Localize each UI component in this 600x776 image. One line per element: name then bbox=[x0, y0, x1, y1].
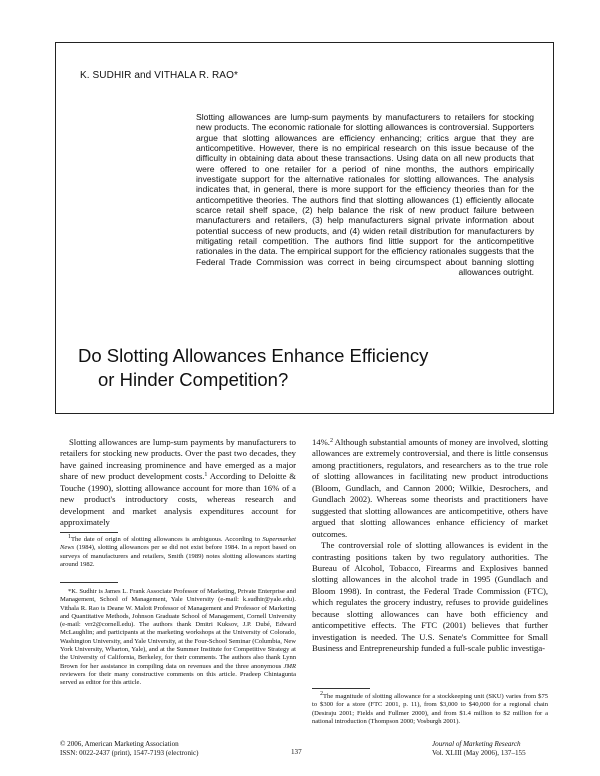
author-note: *K. Sudhir is James L. Frank Associate Professor of Marketing, Private Enterprise and Management, School of Management, Yale University (e-mail: k.sudhir@yale.edu). Vithala R. Rao is Deane W. Malott Professor of Management and Professor of Marketing and Quantitative Methods, Johnson Graduate School of Management, Cornell University (e-mail: vrr2@cornell.edu). The authors thank Dmitri Kuksov, J.P. Dubé, Edward McLaughlin; and participants at the marketing workshops at the University of Colorado, Washington University, and Yale University, at the Four-School Seminar (Columbia, New York University, Wharton, Yale), and at the Summer Institute for Competitive Strategy at the University of California, Berkeley, for their comments. The authors also thank Lynn Brown for her assistance in compiling data on revenues and the three anonymous JMR reviewers for their many constructive comments on this article. Pradeep Chintagunta served as editor for this article. bbox=[60, 588, 296, 687]
page-number: 137 bbox=[291, 748, 302, 756]
footnote-2-rule bbox=[312, 688, 370, 689]
footer-left bbox=[60, 740, 199, 757]
footnote-ref-1: 1 bbox=[204, 472, 208, 479]
author-note-rule bbox=[60, 582, 118, 583]
footnote-2: $^2$The magnitude of slotting allowance for a stockkeeping unit (SKU) varies from $75 to $300 for a store (FTC 2001, p. 11), from $3,000 to $40,000 for a regional chain (Desiraju 2001; Fields and Fullmer 2000), and from $1.4 million to $2 million for a national introduction (Thompson 2000; Vosburgh 2001). bbox=[312, 691, 548, 725]
title-line-2: or Hinder Competition? bbox=[98, 369, 289, 390]
title-line-1: Do Slotting Allowances Enhance Efficiency bbox=[78, 345, 429, 366]
article-title bbox=[78, 344, 538, 392]
journal-name: Journal of Marketing Research bbox=[432, 740, 521, 748]
author-line: K. SUDHIR and VITHALA R. RAO* bbox=[80, 70, 238, 81]
issn: ISSN: 0022-2437 (print), 1547-7193 (electronic) bbox=[60, 748, 199, 757]
left-column-body bbox=[60, 437, 296, 529]
footnote-mark-2: 2 bbox=[320, 691, 323, 697]
paragraph-2: The controversial role of slotting allowances is evident in the contrasting positions taken by two regulatory authorities. The Bureau of Alcohol, Tobacco, Firearms and Explosives banned slotting allowances in the alcohol trade in 1995 (Gundlach and Bloom 1998). In contrast, the Federal Trade Commission (FTC), which regulates the grocery industry, refuses to provide guidelines because slotting allowances can have both efficiency and anticompetitive effects. The FTC (2001) believes that further investigation is needed. The U.S. Senate's Committee for Small Business and Entrepreneurship funded a full-scale public investiga- bbox=[312, 540, 548, 654]
footnote-1: $^1$The date of origin of slotting allowances is ambiguous. According to Supermarket News (1984), slotting allowances per se did not exist before 1984. In a report based on surveys of manufacturers and retailers, Smith (1989) notes slotting allowances starting around 1982. bbox=[60, 534, 296, 568]
volume-info: Vol. XLIII (May 2006), 137–155 bbox=[432, 748, 526, 757]
footnote-mark-1: 1 bbox=[68, 534, 71, 540]
right-column-body bbox=[312, 437, 548, 655]
intro-paragraph: Slotting allowances are lump-sum payments by manufacturers to retailers for stocking new products. Over the past two decades, they have gained increasing prominence and have emerged as a major share of new product development costs.$^1$ According to Deloitte & Touche (1990), slotting allowance account for more than 16% of a new product's introductory costs, whereas research and development and market analysis expenditures account for approximately bbox=[60, 437, 296, 528]
copyright: © 2006, American Marketing Association bbox=[60, 740, 179, 748]
abstract: Slotting allowances are lump-sum payments by manufacturers to retailers for stocking new products. The economic rationale for slotting allowances is controversial. Supporters argue that slotting allowances are efficiency enhancing; critics argue that they are anticompetitive. However, there is no empirical research on this issue because of the difficulty in obtaining data about these transactions. Using data on all new products that were offered to one retailer for a period of nine months, the authors empirically investigate support for the alternative rationales for slotting allowances. The analysis indicates that, in general, there is more support for the efficiency theories than for the anticompetitive theories. The authors find that slotting allowances (1) efficiently allocate scarce retail shelf space, (2) help balance the risk of new product failure between manufacturers and retailers, (3) help manufacturers signal private information about potential success of new products, and (4) widen retail distribution for manufacturers by mitigating retail competition. The authors find little support for the anticompetitive rationales in the data. The empirical support for the efficiency rationales suggests that the Federal Trade Commission was correct in being circumspect about banning slotting allowances outright. bbox=[196, 112, 534, 278]
paragraph-1: 14%.$^2$ Although substantial amounts of money are involved, slotting allowances are extremely controversial, and there is little consensus among practitioners, regulators, and researchers as to the true role of slotting allowances in facilitating new product introductions (Bloom, Gundlach, and Cannon 2000; Wilkie, Desrochers, and Gundlach 2002). Whereas some theorists and practitioners have suggested that slotting allowances are anticompetitive, others have argued that slotting allowances enhance efficiency of market outcomes. bbox=[312, 437, 548, 539]
footnote-ref-2: 2 bbox=[329, 438, 333, 444]
footnote-rule bbox=[60, 532, 118, 533]
